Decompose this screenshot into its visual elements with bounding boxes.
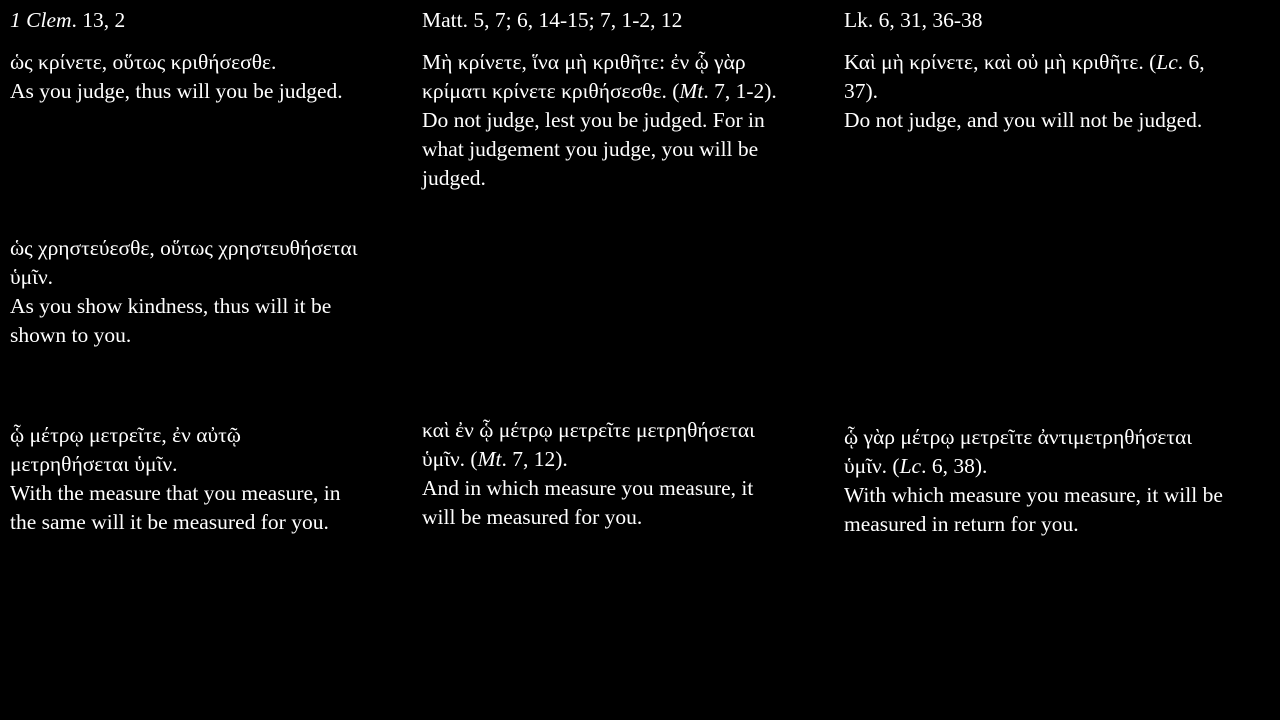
luke-judge-passage (844, 48, 1274, 135)
reference-book: Lc (1156, 50, 1178, 74)
greek-text: ὡς χρηστεύεσθε, οὕτως χρηστευθήσεται (10, 236, 358, 260)
reference-book: Lc (899, 454, 922, 478)
header-matthew: Matt. 5, 7; 6, 14-15; 7, 1-2, 12 (422, 8, 683, 32)
english-translation: shown to you. (10, 323, 132, 347)
english-translation: measured in return for you. (844, 512, 1079, 536)
header-1-clement-ref: . 13, 2 (71, 8, 126, 32)
english-translation: And in which measure you measure, it (422, 476, 754, 500)
english-translation: As you judge, thus will you be judged. (10, 79, 343, 103)
greek-text: Καὶ μὴ κρίνετε, καὶ οὐ μὴ κριθῆτε. ( (844, 50, 1157, 74)
greek-text-with-reference (422, 445, 832, 474)
header-luke: Lk. 6, 31, 36-38 (844, 8, 983, 32)
clement-kindness-passage (10, 234, 410, 350)
reference-verse: . 6, 38). (921, 454, 988, 478)
english-translation: With the measure that you measure, in (10, 481, 341, 505)
reference-verse: . 7, 1-2). (703, 79, 777, 103)
reference-verse: . 6, (1177, 50, 1205, 74)
english-translation: the same will it be measured for you. (10, 510, 329, 534)
greek-text: ὡς κρίνετε, οὕτως κριθήσεσθε. (10, 50, 277, 74)
english-translation: will be measured for you. (422, 505, 643, 529)
english-translation: judged. (422, 166, 486, 190)
english-translation: Do not judge, and you will not be judged. (844, 108, 1203, 132)
greek-text-with-reference (422, 77, 832, 106)
greek-text: ᾧ μέτρῳ μετρεῖτε, ἐν αὐτῷ (10, 423, 241, 447)
reference-verse: . 7, 12). (501, 447, 568, 471)
clement-judge-passage (10, 48, 410, 106)
matthew-judge-passage (422, 48, 832, 193)
matthew-measure-passage (422, 416, 832, 532)
english-translation: With which measure you measure, it will be (844, 483, 1223, 507)
header-1-clement-title: 1 Clem (10, 8, 72, 32)
reference-continuation: 37). (844, 79, 879, 103)
greek-text-with-reference (844, 452, 1274, 481)
header-1-clement (10, 6, 410, 35)
greek-text: ὑμῖν. ( (844, 454, 900, 478)
greek-text: ὑμῖν. (10, 265, 54, 289)
greek-text: ᾧ γὰρ μέτρῳ μετρεῖτε ἀντιμετρηθήσεται (844, 425, 1193, 449)
greek-text: Μὴ κρίνετε, ἵνα μὴ κριθῆτε: ἐν ᾧ γὰρ (422, 50, 746, 74)
greek-text: καὶ ἐν ᾧ μέτρῳ μετρεῖτε μετρηθήσεται (422, 418, 755, 442)
luke-measure-passage (844, 423, 1274, 539)
english-translation: what judgement you judge, you will be (422, 137, 759, 161)
reference-book: Mt (477, 447, 502, 471)
greek-text-with-reference (844, 48, 1274, 77)
english-translation: Do not judge, lest you be judged. For in (422, 108, 765, 132)
greek-text: μετρηθήσεται ὑμῖν. (10, 452, 178, 476)
clement-measure-passage (10, 421, 410, 537)
english-translation: As you show kindness, thus will it be (10, 294, 332, 318)
greek-text: ὑμῖν. ( (422, 447, 478, 471)
greek-text: κρίματι κρίνετε κριθήσεσθε. ( (422, 79, 680, 103)
reference-book: Mt (679, 79, 704, 103)
